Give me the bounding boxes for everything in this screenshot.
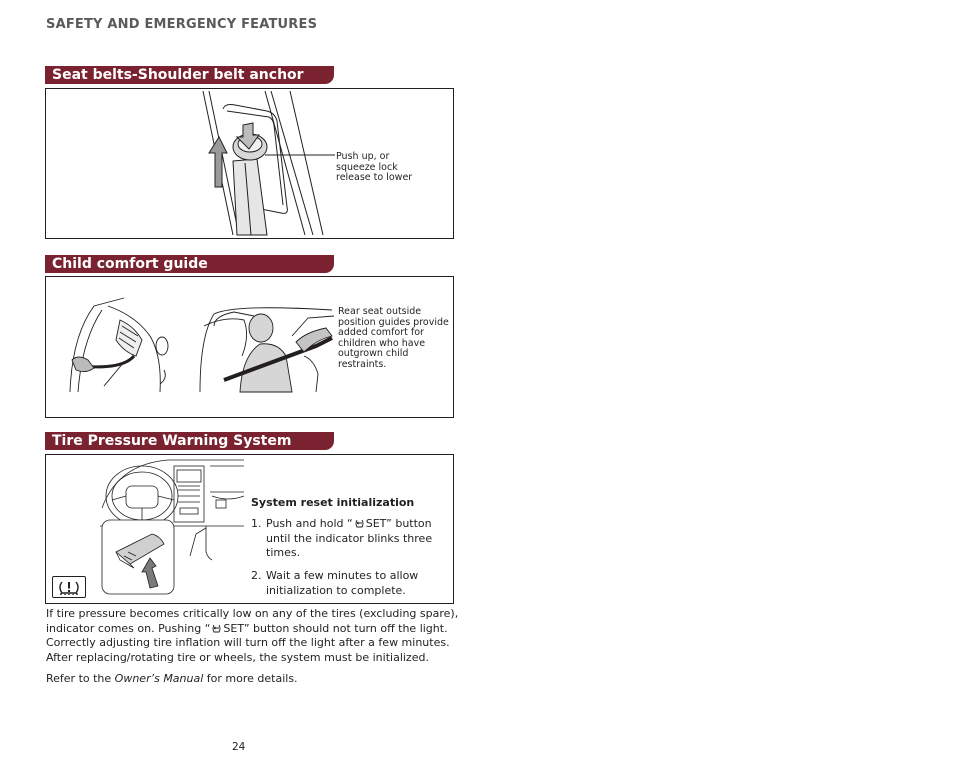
- section-title-seatbelt: Seat belts-Shoulder belt anchor: [45, 66, 334, 84]
- child-comfort-callout: [338, 307, 449, 370]
- step-1-text-post: SET” button: [365, 517, 432, 530]
- seatbelt-callout: [336, 152, 412, 184]
- reset-heading: System reset initialization: [251, 496, 415, 509]
- refer-pre: Refer to the: [46, 672, 115, 685]
- owners-manual-reference: Owner’s Manual: [114, 672, 204, 685]
- section-title-child-comfort: Child comfort guide: [45, 255, 334, 273]
- rear-seat-guide-illustration: [64, 296, 338, 396]
- dashboard-set-button-illustration: [98, 456, 246, 598]
- body-line-4: After replacing/rotating tire or wheels, the system must be initialized.: [46, 650, 429, 664]
- tire-pressure-warning-icon-box: [52, 576, 86, 598]
- seatbelt-callout-line: release to lower: [336, 172, 413, 183]
- step-1-line-2: until the indicator blinks three: [266, 531, 433, 545]
- refer-post: for more details.: [203, 672, 298, 685]
- refer-line: [46, 672, 298, 687]
- child-callout-line: children who have: [338, 337, 426, 349]
- step-1-line-3: times.: [266, 546, 301, 560]
- section-title-tire-pressure: Tire Pressure Warning System: [45, 432, 334, 450]
- child-callout-line: Rear seat outside: [338, 306, 422, 317]
- body-line-1: If tire pressure becomes critically low on any of the tires (excluding spare),: [46, 607, 459, 620]
- step-2-line-2: initialization to complete.: [266, 583, 406, 597]
- body-line-2-post: SET” button should not turn off the light.: [223, 621, 448, 635]
- child-callout-line: position guides provide: [338, 316, 449, 328]
- seatbelt-callout-line: squeeze lock: [336, 161, 398, 173]
- body-line-2-pre: indicator comes on. Pushing “: [46, 621, 211, 635]
- step-1-text-pre: Push and hold “: [266, 517, 353, 530]
- step-1-line-1: [266, 517, 432, 532]
- tire-pressure-warning-icon: [53, 577, 85, 597]
- body-line-2: [46, 622, 448, 637]
- step-1-number: 1.: [251, 517, 262, 530]
- child-callout-line: added comfort for: [338, 327, 424, 338]
- set-button-icon: [211, 623, 222, 634]
- step-2-number: 2.: [251, 569, 262, 582]
- seatbelt-callout-line: Push up, or: [336, 151, 390, 162]
- page-header: SAFETY AND EMERGENCY FEATURES: [46, 17, 318, 32]
- shoulder-belt-anchor-illustration: [195, 89, 345, 237]
- set-button-icon: [354, 518, 365, 529]
- step-2-line-1: Wait a few minutes to allow: [266, 569, 419, 582]
- child-callout-line: outgrown child: [338, 348, 409, 359]
- page-number: 24: [232, 741, 246, 753]
- body-line-3: Correctly adjusting tire inflation will turn off the light after a few minutes.: [46, 636, 450, 650]
- child-callout-line: restraints.: [338, 358, 387, 370]
